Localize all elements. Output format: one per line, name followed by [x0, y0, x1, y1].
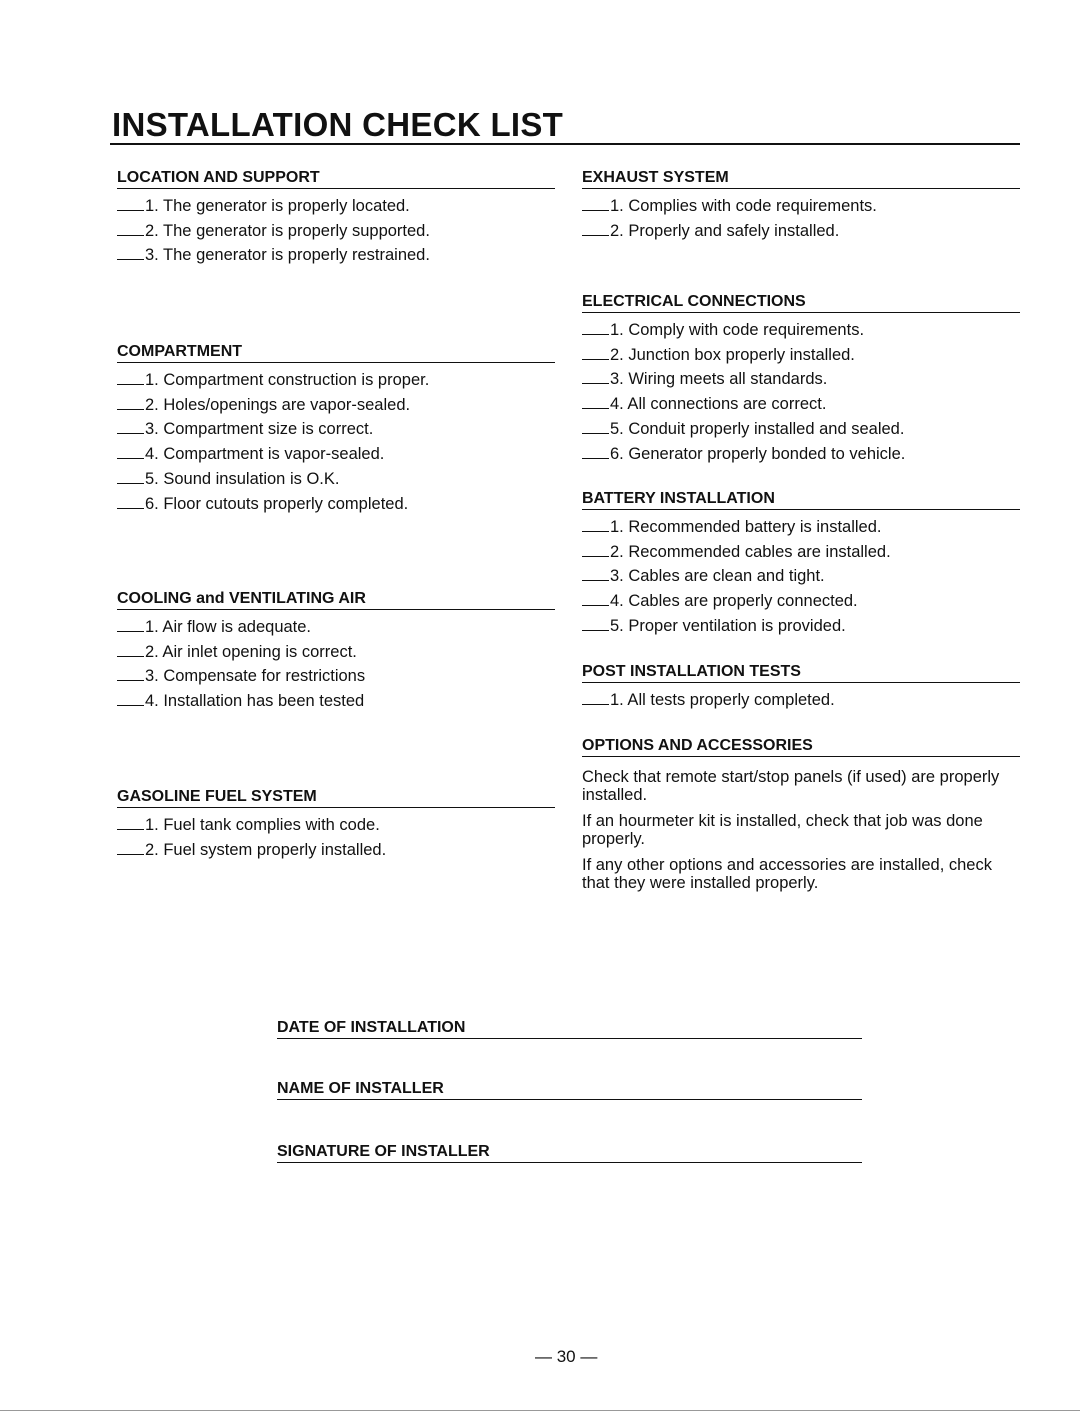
check-blank[interactable] — [117, 444, 144, 459]
checklist-item-text: 4. Cables are properly connected. — [610, 592, 858, 611]
checklist-item-text: 5. Sound insulation is O.K. — [145, 469, 340, 488]
section-heading: GASOLINE FUEL SYSTEM — [117, 787, 555, 808]
signature-of-installer-field[interactable]: SIGNATURE OF INSTALLER — [277, 1142, 862, 1163]
checklist-item — [582, 318, 1020, 343]
check-blank[interactable] — [582, 419, 609, 434]
checklist-item-text: 6. Floor cutouts properly completed. — [145, 494, 409, 513]
checklist-item-text: 1. Comply with code requirements. — [610, 321, 865, 339]
section-heading: OPTIONS AND ACCESSORIES — [582, 736, 1020, 757]
date-of-installation-field[interactable]: DATE OF INSTALLATION — [277, 1018, 862, 1039]
checklist-item — [117, 689, 555, 714]
options-paragraph: Check that remote start/stop panels (if used) are properly installed. — [582, 768, 1000, 804]
section-post-installation — [582, 662, 1020, 713]
checklist-item-text: 2. Fuel system properly installed. — [145, 840, 387, 859]
checklist-item — [117, 243, 555, 268]
check-blank[interactable] — [582, 517, 609, 532]
check-blank[interactable] — [117, 691, 144, 706]
section-heading: COMPARTMENT — [117, 342, 555, 363]
check-blank[interactable] — [117, 815, 144, 830]
section-exhaust — [582, 168, 1020, 243]
checklist-item — [582, 515, 1020, 540]
checklist-item-text: 1. All tests properly completed. — [610, 691, 835, 709]
checklist-item-text: 3. The generator is properly restrained. — [145, 246, 430, 265]
checklist-item — [582, 219, 1020, 244]
check-blank[interactable] — [117, 666, 144, 681]
checklist-item — [117, 194, 555, 219]
check-blank[interactable] — [117, 395, 144, 410]
check-blank[interactable] — [582, 369, 609, 384]
checklist-item — [582, 442, 1020, 467]
checklist-item — [117, 492, 555, 517]
section-compartment — [117, 342, 555, 516]
checklist-item-text: 1. Recommended battery is installed. — [610, 518, 882, 536]
checklist-item — [582, 343, 1020, 368]
checklist-item — [117, 813, 555, 838]
section-options — [582, 736, 1020, 900]
section-heading: BATTERY INSTALLATION — [582, 489, 1020, 510]
section-heading: LOCATION AND SUPPORT — [117, 168, 555, 189]
page-edge-line — [0, 1410, 1080, 1411]
check-blank[interactable] — [582, 690, 609, 705]
checklist-item — [117, 219, 555, 244]
check-blank[interactable] — [117, 221, 144, 236]
section-electrical — [582, 292, 1020, 466]
checklist-item — [117, 664, 555, 689]
checklist-item-text: 1. The generator is properly located. — [145, 197, 410, 215]
check-blank[interactable] — [582, 345, 609, 360]
check-blank[interactable] — [117, 642, 144, 657]
checklist-item-text: 5. Proper ventilation is provided. — [610, 616, 846, 635]
options-paragraph: If any other options and accessories are installed, check that they were installed properly. — [582, 856, 992, 892]
name-of-installer-field[interactable]: NAME OF INSTALLER — [277, 1079, 862, 1100]
checklist-item — [117, 442, 555, 467]
checklist-item — [582, 367, 1020, 392]
check-blank[interactable] — [582, 196, 609, 211]
section-gasoline-fuel — [117, 787, 555, 862]
check-blank[interactable] — [582, 221, 609, 236]
checklist-item — [117, 838, 555, 863]
checklist-item-text: 2. Air inlet opening is correct. — [145, 642, 357, 661]
checklist-item — [582, 614, 1020, 639]
checklist-item-text: 2. The generator is properly supported. — [145, 221, 430, 240]
check-blank[interactable] — [582, 566, 609, 581]
check-blank[interactable] — [117, 419, 144, 434]
checklist-item-text: 3. Wiring meets all standards. — [610, 370, 828, 389]
checklist-item — [582, 392, 1020, 417]
checklist-item — [582, 417, 1020, 442]
checklist-item — [117, 393, 555, 418]
check-blank[interactable] — [582, 394, 609, 409]
section-heading: POST INSTALLATION TESTS — [582, 662, 1020, 683]
checklist-item-text: 3. Compensate for restrictions — [145, 667, 366, 686]
checklist-item-text: 6. Generator properly bonded to vehicle. — [610, 444, 906, 463]
checklist-item-text: 2. Holes/openings are vapor-sealed. — [145, 395, 411, 414]
checklist-item — [117, 368, 555, 393]
checklist-item-text: 1. Fuel tank complies with code. — [145, 816, 380, 834]
checklist-item-text: 5. Conduit properly installed and sealed. — [610, 419, 905, 438]
checklist-item — [117, 640, 555, 665]
options-paragraph: If an hourmeter kit is installed, check that job was done properly. — [582, 812, 983, 848]
check-blank[interactable] — [582, 616, 609, 631]
check-blank[interactable] — [117, 245, 144, 260]
check-blank[interactable] — [117, 494, 144, 509]
checklist-item — [582, 589, 1020, 614]
checklist-item-text: 3. Compartment size is correct. — [145, 420, 374, 439]
page-number: — 30 — — [535, 1347, 598, 1366]
checklist-item-text: 1. Complies with code requirements. — [610, 197, 877, 215]
check-blank[interactable] — [117, 370, 144, 385]
page-title: INSTALLATION CHECK LIST — [112, 106, 564, 143]
check-blank[interactable] — [117, 840, 144, 855]
checklist-item-text: 4. Installation has been tested — [145, 692, 365, 711]
section-battery — [582, 489, 1020, 639]
checklist-item — [117, 615, 555, 640]
section-heading: EXHAUST SYSTEM — [582, 168, 1020, 189]
checklist-item-text: 4. All connections are correct. — [610, 395, 827, 414]
check-blank[interactable] — [582, 444, 609, 459]
section-heading: COOLING and VENTILATING AIR — [117, 589, 555, 610]
title-rule — [110, 143, 1020, 145]
section-cooling — [117, 589, 555, 714]
check-blank[interactable] — [117, 196, 144, 211]
checklist-item-text: 4. Compartment is vapor-sealed. — [145, 445, 385, 464]
section-heading: ELECTRICAL CONNECTIONS — [582, 292, 1020, 313]
checklist-item-text: 2. Properly and safely installed. — [610, 221, 840, 240]
checklist-item — [582, 194, 1020, 219]
check-blank[interactable] — [582, 320, 609, 335]
check-blank[interactable] — [117, 617, 144, 632]
checklist-item — [117, 467, 555, 492]
checklist-item-text: 1. Compartment construction is proper. — [145, 371, 430, 389]
checklist-item — [117, 417, 555, 442]
checklist-item-text: 2. Junction box properly installed. — [610, 345, 855, 364]
check-blank[interactable] — [117, 469, 144, 484]
check-blank[interactable] — [582, 542, 609, 557]
check-blank[interactable] — [582, 591, 609, 606]
checklist-item-text: 1. Air flow is adequate. — [145, 618, 312, 636]
checklist-item — [582, 564, 1020, 589]
checklist-item-text: 2. Recommended cables are installed. — [610, 542, 891, 561]
checklist-item-text: 3. Cables are clean and tight. — [610, 567, 825, 586]
checklist-item — [582, 540, 1020, 565]
checklist-item — [582, 688, 1020, 713]
section-location-and-support — [117, 168, 555, 268]
